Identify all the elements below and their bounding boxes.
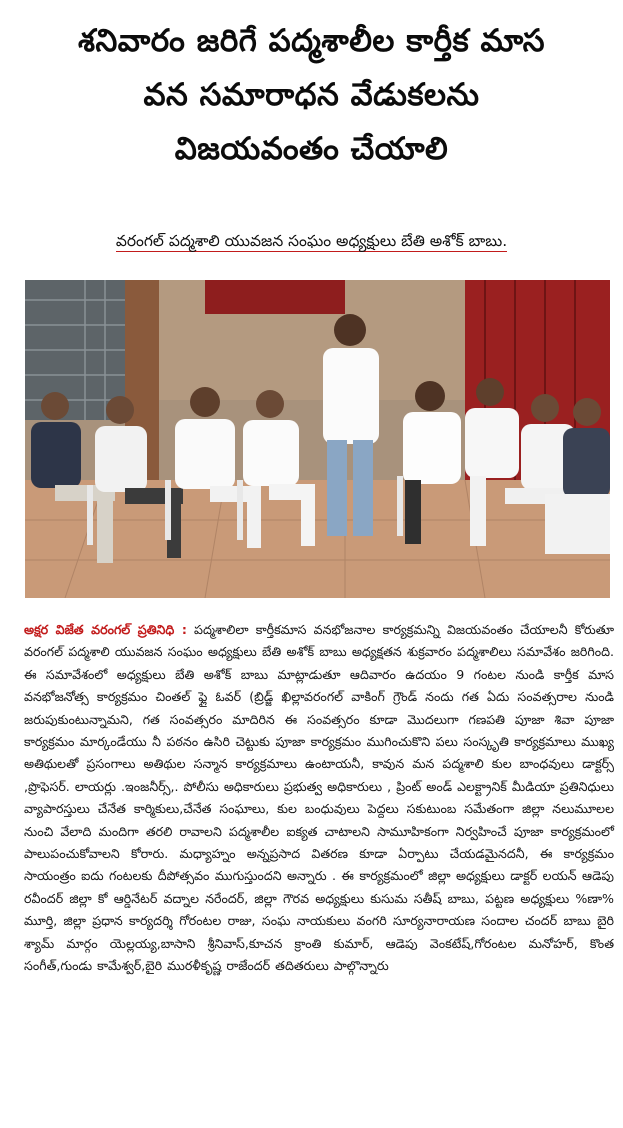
headline <box>10 14 613 176</box>
group-photo-illustration <box>25 280 610 598</box>
headline-line-1: శనివారం జరిగే పద్మశాలీల కార్తీక మాస <box>78 23 545 59</box>
article-dateline: అక్షర విజేత వరంగల్ ప్రతినిధి : <box>24 622 187 637</box>
subheading <box>0 232 623 254</box>
article-body <box>24 619 614 978</box>
news-photo <box>25 280 610 598</box>
subheading-text: వరంగల్ పద్మశాలి యువజన సంఘం అధ్యక్షులు బేతి అశోక్ బాబు. <box>115 232 508 250</box>
headline-line-3: విజయవంతం చేయాలి <box>174 131 449 167</box>
article-text: పద్మశాలిలా కార్తీకమాస వనభోజనాల కార్యక్రమన్ని విజయవంతం చేయాలనీ కోరుతూ వరంగల్ పద్మశాలి యువజన సంఘం అధ్యక్షులు బేతి అశోక్ బాబు అధ్యక్షతన శుక్రవారం పద్మశాలిలు సమావేశం జరిగింది. ఈ సమావేశంలో అధ్యక్షులు బేతి అశోక్ బాబు మాట్లాడుతూ ఆదివారం ఉదయం 9 గంటల నుండి కార్తీక మాస వనభోజనోత్స కార్యక్రమం చింతల్ ఫ్లై ఓవర్ (బ్రిడ్జ్ ఖిల్లావరంగల్ వాకింగ్ గ్రౌండ్ నందు గత ఏదు సంవత్సరాల నుండి జరుపుకుంటున్నామని, గత సంవత్సరం మాదిరిన ఈ సంవత్సరం కూడా మొదలుగా గణపతి పూజా శివా పూజా కార్యక్రమం మార్కండేయు నీ పఠనం ఉసిరి చెట్టుకు పూజా కార్యక్రమం ముగించుకొని పలు సంస్కృతి కార్యక్రమాలు ముఖ్య అతిథులతో ప్రసంగాలు అతిథుల సన్మాన కార్యక్రమాలు ఉంటాయనీ, కావున మన పద్మశాలి కుల బాంధవులు డాక్టర్స్ ,ప్రొఫెసర్. లాయర్లు .ఇంజనీర్స్,. పోలీసు అధికారులు ప్రభుత్వ అధికారులు , ప్రింట్ అండ్ ఎలక్ట్రానిక్ మీడియా ప్రతినిధులు వ్యాపారస్తులు చేనేత కార్మికులు,చేనేత సంఘాలు, కుల బంధువులు పెద్దలు సకుటుంబ సమేతంగా జిల్లా నలుమూలల నుంచి వేలాది మందిగా తరలి రావాలని పద్మశాలీల ఐక్యత చాటాలని సామూహికంగా నిర్వహించే పూజా కార్యక్రమంలో పాలుపంచుకోవాలని కోరారు. మధ్యాహ్నం అన్నప్రసాద వితరణ కూడా ఏర్పాటు చేయడమైనదనీ, ఈ కార్యక్రమం సాయంత్రం ఐదు గంటలకు దీపోత్సవం ముగుస్తుందని అన్నారు . ఈ కార్యక్రమంలో జిల్లా అధ్యక్షులు డాక్టర్ లయన్ ఆడెపు రవీందర్ జిల్లా కో ఆర్డినేటర్ వద్నాల నరేందర్, జిల్లా గౌరవ అధ్యక్షులు కుసుమ సతీష్ బాబు, పట్టణ అధ్యక్షులు %ణా% మూర్తి, జిల్లా ప్రధాన కార్యదర్శి గోరంటల రాజు, సంఘ నాయకులు వంగరి సూర్యనారాయణ సందాల చందర్ బాబు బైరి శ్యామ్ మార్గం యెల్లయ్య,బాసాని శ్రీనివాస్,కూచన క్రాంతి కుమార్, ఆడెపు వెంకటేష్,గోరంటల మనోహర్, కొంత సంగీత్,గుండు కామేశ్వర్,బైరి మురళీకృష్ణ రాజేందర్ తదితరులు పాల్గొన్నారు <box>24 622 614 974</box>
headline-line-2: వన సమారాధన వేడుకలను <box>143 77 480 113</box>
